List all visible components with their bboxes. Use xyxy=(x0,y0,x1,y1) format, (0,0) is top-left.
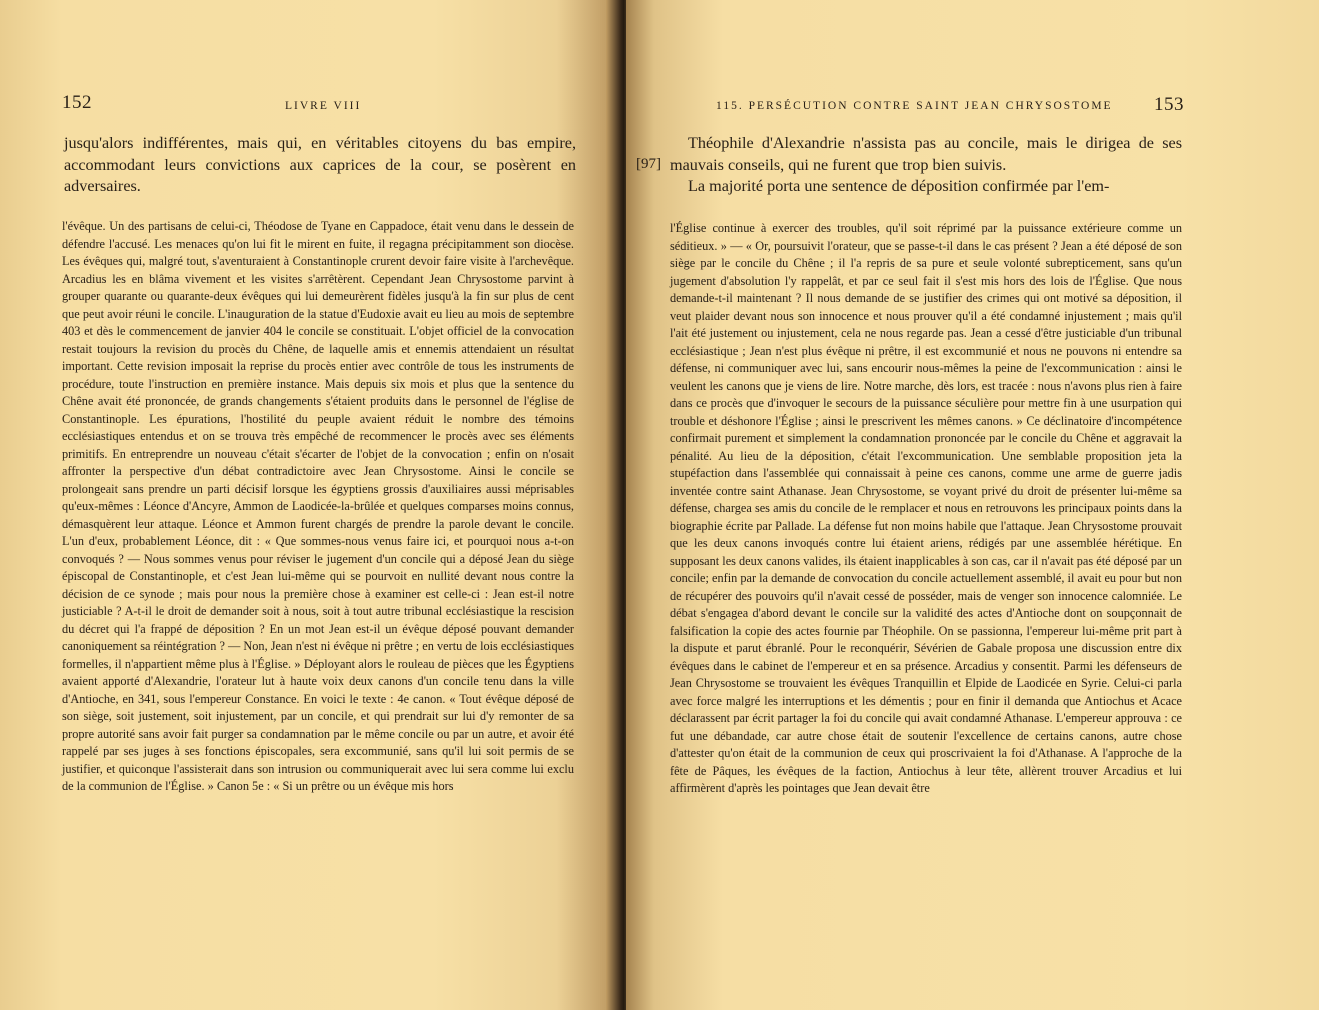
left-page xyxy=(0,0,618,1010)
right-page xyxy=(626,0,1319,1010)
body-text: l'évêque. Un des partisans de celui-ci, Théodose de Tyane en Cappadoce, était venu dans le dessein de défendre l'accusé. Les menaces qu'on lui fit le mirent en fuite, il regagna précipitamment son diocèse. Les évêques qui, malgré tout, s'aventuraient à Constantinople crurent devoir faire visite à l'archevêque. Arcadius les en blâma vivement et les visites s'arrêtèrent. Cependant Jean Chrysostome parvint à grouper quarante ou quarante-deux évêques qui lui demeurèrent fidèles jusqu'à la fin sur plus de cent que peut avoir réuni le concile. L'inauguration de la statue d'Eudoxie avait eu lieu au mois de septembre 403 et dès le commencement de janvier 404 le concile se constituait. L'objet officiel de la convocation restait toujours la revision du procès du Chêne, de laquelle amis et ennemis attendaient un résultat important. Cette revision imposait la reprise du procès entier avec contrôle de tous les instruments de procédure, toute l'instruction en première instance. Mais depuis six mois et plus que la sentence du Chêne avait été prononcée, de grands changements s'étaient produits dans le personnel de l'église de Constantinople. Les épurations, l'hostilité du peuple avaient réduit le nombre des témoins ecclésiastiques entendus et on se trouva très empêché de recommencer le procès avec ses éléments primitifs. En entreprendre un nouveau c'était s'écarter de l'objet de la convocation ; enfin on n'osait affronter la perspective d'un débat contradictoire avec Jean Chrysostome. Ainsi le concile se prolongeait sans prendre un parti décisif lorsque les égyptiens grossis d'auxiliaires aussi méprisables qu'eux-mêmes : Léonce d'Ancyre, Ammon de Laodicée-la-brûlée et quelques comparses moins connus, démasquèrent leur attaque. Léonce et Ammon furent chargés de prendre la parole devant le concile. L'un d'eux, probablement Léonce, dit : « Que sommes-nous venus faire ici, et pourquoi nous a-t-on convoqués ? — Nous sommes venus pour réviser le jugement d'un concile qui a déposé Jean du siège épiscopal de Constantinople, et c'est Jean lui-même qui se pourvoit en nullité devant nous contre la décision de ce synode ; mais pour nous la première chose à examiner est celle-ci : Jean est-il notre justiciable ? A-t-il le droit de demander soit à nous, soit à tout autre tribunal ecclésiastique la rescision du décret qui l'a frappé de déposition ? En un mot Jean est-il un évêque déposé pouvant demander canoniquement sa réintégration ? — Non, Jean n'est ni évêque ni prêtre ; en vertu de lois ecclésiastiques formelles, il n'appartient même plus à l'Église. » Déployant alors le rouleau de pièces que les Égyptiens avaient apporté d'Alexandrie, l'orateur lut à haute voix deux canons d'un concile tenu dans la ville d'Antioche, en 341, sous l'empereur Constance. En voici le texte : 4e canon. « Tout évêque déposé de son siège, soit justement, soit injustement, par un concile, et qui prendrait sur lui d'y remonter de sa propre autorité sans avoir fait purger sa condamnation par le même concile ou par un autre, et avoir été rappelé par ses juges à ses fonctions épiscopales, sera excommunié, sans qu'il lui soit permis de se justifier, et quiconque l'assisterait dans son intrusion ou communiquerait avec lui sera comme lui exclu de la communion de l'Église. » Canon 5e : « Si un prêtre ou un évêque mis hors xyxy=(62,219,574,793)
running-head: 115. PERSÉCUTION CONTRE SAINT JEAN CHRYSOSTOME xyxy=(716,100,1113,112)
intro-paragraph xyxy=(670,133,1182,198)
page-number: 153 xyxy=(1154,94,1184,115)
intro-text: jusqu'alors indifférentes, mais qui, en véritables citoyens du bas empire, accommodant leurs convictions aux caprices de la cour, se posèrent en adversaires. xyxy=(64,134,576,195)
intro-text-2: La majorité porta une sentence de déposition confirmée par l'em- xyxy=(688,177,1110,195)
body-text-block xyxy=(62,218,574,796)
running-head: LIVRE VIII xyxy=(285,100,362,112)
body-text-block xyxy=(670,220,1182,798)
margin-page-marker: [97] xyxy=(636,156,661,172)
intro-paragraph xyxy=(64,133,576,198)
intro-text-1: Théophile d'Alexandrie n'assista pas au concile, mais le dirigea de ses mauvais conseils, qui ne furent que trop bien suivis. xyxy=(670,134,1182,174)
body-text: l'Église continue à exercer des troubles, qu'il soit réprimé par la puissance extérieure comme un séditieux. » — « Or, poursuivit l'orateur, que se passe-t-il dans le cas présent ? Jean a été déposé de son siège par le concile du Chêne ; il l'a repris de sa pure et seule volonté subrepticement, sans qu'un jugement d'absolution l'y rappelât, et par ce seul fait il s'est mis hors des lois de l'Église. Que nous demande-t-il maintenant ? Il nous demande de se justifier des crimes qui ont motivé sa déposition, il veut plaider devant nous son innocence et nous prouver qu'il a été condamné injustement ; mais qu'il l'ait été justement ou injustement, cela ne nous regarde pas. Jean a cessé d'être justiciable d'un tribunal ecclésiastique ; Jean n'est plus évêque ni prêtre, il est excommunié et nous ne pouvons ni entendre sa défense, ni communiquer avec lui, sans encourir nous-mêmes la peine de l'excommunication : ainsi le veulent les canons que je viens de lire. Notre marche, dès lors, est tracée : nous n'avons plus rien à faire dans ce procès que d'invoquer le secours de la puissance séculière pour mettre fin à une usurpation qui trouble et déshonore l'Église ; ainsi le prescrivent les mêmes canons. » Ce déclinatoire d'incompétence confirmait purement et simplement la condamnation prononcée par le concile du Chêne et aggravait la pénalité. Au lieu de la déposition, c'était l'excommunication. Une semblable proposition jeta la stupéfaction dans l'assemblée qui connaissait à peine ces canons, comme une arme de guerre jadis inventée contre saint Athanase. Jean Chrysostome, se voyant privé du droit de présenter lui-même sa défense, chargea ses amis du concile de le remplacer et nous en retrouvons les principaux points dans la biographie écrite par Pallade. La défense fut non moins habile que l'attaque. Jean Chrysostome prouvait que les deux canons invoqués contre lui étaient ariens, rédigés par une assemblée hérétique. En supposant les deux canons valides, ils étaient inapplicables à son cas, car il n'avait pas été déposé par un concile; enfin par la demande de convocation du concile actuellement assemblé, il avait eu pour but non de récupérer des pouvoirs qu'il n'avait cessé de posséder, mais de venger son innocence calomniée. Le débat s'engagea d'abord devant le concile sur la validité des actes d'Antioche dont on soupçonnait de falsification la copie des actes fournie par Théophile. On se passionna, l'empereur lui-même prit part à la dispute et parut ébranlé. Pour le reconquérir, Sévérien de Gabale proposa une discussion entre dix évêques dans le cabinet de l'empereur et en sa présence. Arcadius y consentit. Parmi les défenseurs de Jean Chrysostome se trouvaient les évêques Tranquillin et Elpide de Laodicée en Syrie. Celui-ci parla avec force malgré les interruptions et les démentis ; pour en finir il demanda que Antiochus et Acace déclarassent par écrit partager la foi du concile qui avait condamné Athanase. L'empereur approuva : ce fut une débandade, car autre chose était de soutenir l'excellence de certains canons, autre chose d'attester qu'on était de la communion de ceux qui proscrivaient la foi d'Athanase. A l'approche de la fête de Pâques, les évêques de la faction, Antiochus à leur tête, allèrent trouver Arcadius et lui affirmèrent d'après les pointages que Jean devait être xyxy=(670,221,1182,795)
page-number: 152 xyxy=(62,92,92,113)
